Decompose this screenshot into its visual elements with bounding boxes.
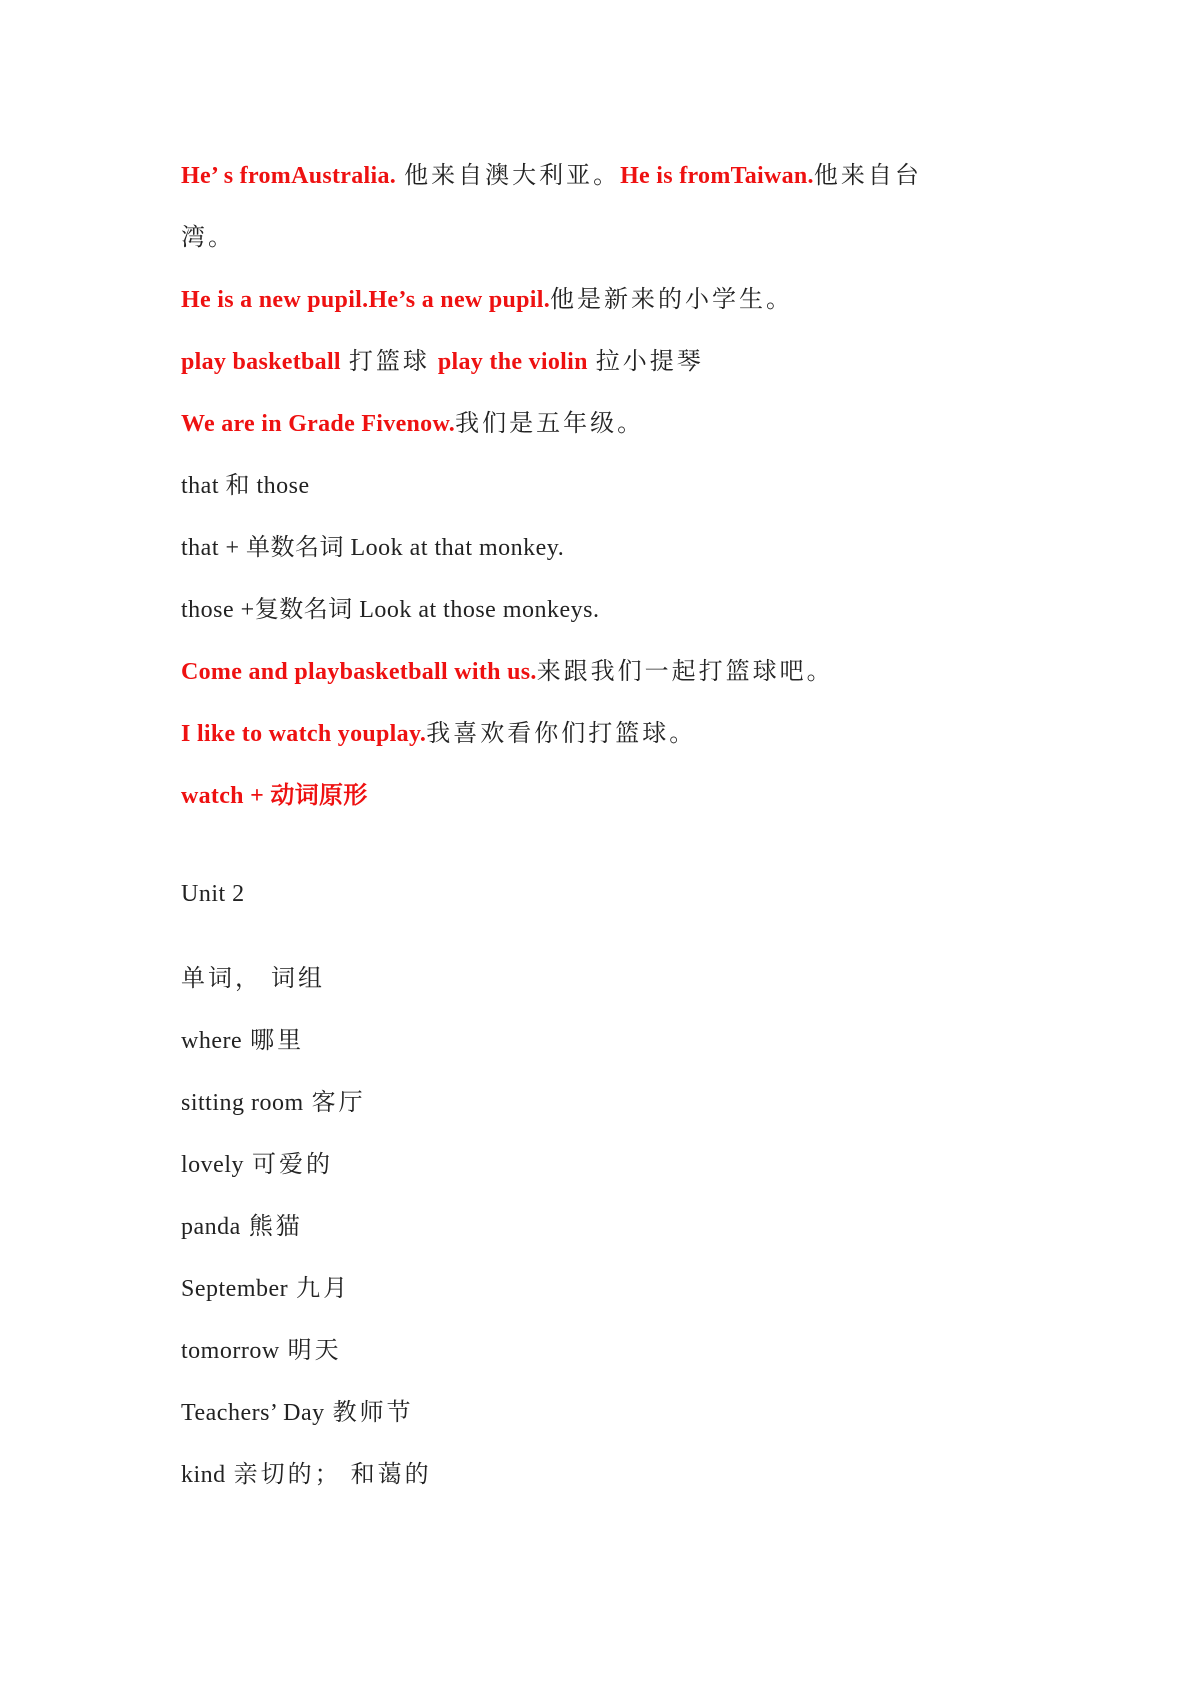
english-phrase: play the violin bbox=[437, 349, 588, 375]
english-sentence: He is a new pupil.He’s a new pupil. bbox=[181, 287, 551, 313]
vocab-english: where bbox=[181, 1028, 243, 1054]
sentence-line-2 bbox=[181, 222, 235, 254]
vocab-chinese: 客厅 bbox=[311, 1090, 366, 1116]
vocab-chinese: 明天 bbox=[287, 1338, 342, 1364]
english-sentence: Come and playbasketball with us. bbox=[181, 659, 537, 685]
sentence-line-9 bbox=[181, 656, 834, 688]
vocab-english: tomorrow bbox=[181, 1338, 280, 1364]
grammar-rule-singular: that + 单数名词 Look at that monkey. bbox=[181, 535, 565, 561]
chinese-translation: 我喜欢看你们打篮球。 bbox=[426, 721, 697, 747]
vocab-chinese: 可爱的 bbox=[252, 1152, 333, 1178]
sentence-line-10 bbox=[181, 718, 696, 750]
chinese-translation: 打篮球 bbox=[348, 349, 430, 375]
vocab-english: Teachers’ Day bbox=[181, 1400, 325, 1426]
vocab-item bbox=[181, 1025, 304, 1057]
english-phrase: watch + 动词原形 bbox=[181, 783, 368, 809]
chinese-translation: 他是新来的小学生。 bbox=[550, 287, 794, 313]
vocab-item bbox=[181, 1211, 303, 1243]
vocab-english: September bbox=[181, 1276, 289, 1302]
chinese-translation: 湾。 bbox=[181, 225, 235, 251]
chinese-translation: 拉小提琴 bbox=[595, 349, 704, 375]
grammar-heading: that 和 those bbox=[181, 473, 310, 499]
chinese-translation: 我们是五年级。 bbox=[455, 411, 645, 437]
chinese-translation: 他来自台 bbox=[813, 163, 922, 189]
vocab-item bbox=[181, 1273, 350, 1305]
unit-title: Unit 2 bbox=[181, 881, 245, 907]
vocab-chinese: 教师节 bbox=[332, 1400, 414, 1426]
grammar-note bbox=[181, 780, 368, 812]
vocab-chinese: 哪里 bbox=[250, 1028, 305, 1054]
vocab-english: lovely bbox=[181, 1152, 244, 1178]
vocab-chinese: 亲切的； 和蔼的 bbox=[233, 1462, 432, 1488]
vocab-english: sitting room bbox=[181, 1090, 304, 1116]
grammar-rule-plural: those +复数名词 Look at those monkeys. bbox=[181, 597, 600, 623]
vocab-english: kind bbox=[181, 1462, 226, 1488]
english-phrase: play basketball bbox=[181, 349, 341, 375]
chinese-translation: 来跟我们一起打篮球吧。 bbox=[536, 659, 834, 685]
english-sentence: I like to watch youplay. bbox=[181, 721, 427, 747]
vocab-chinese: 九月 bbox=[296, 1276, 351, 1302]
english-sentence: He is fromTaiwan. bbox=[620, 163, 814, 189]
vocab-english: panda bbox=[181, 1214, 241, 1240]
vocab-item bbox=[181, 1149, 333, 1181]
english-sentence: He’ s fromAustralia. bbox=[181, 163, 397, 189]
vocab-item bbox=[181, 1397, 414, 1429]
sentence-line-1 bbox=[181, 160, 922, 192]
vocab-chinese: 熊猫 bbox=[248, 1214, 303, 1240]
vocab-item bbox=[181, 1459, 432, 1491]
vocab-item bbox=[181, 1087, 366, 1119]
section-label: 单词， 词组 bbox=[181, 966, 325, 992]
chinese-translation: 他来自澳大利亚。 bbox=[404, 163, 621, 189]
vocab-item bbox=[181, 1335, 342, 1367]
sentence-line-5 bbox=[181, 408, 644, 440]
sentence-line-3 bbox=[181, 284, 793, 316]
english-sentence: We are in Grade Fivenow. bbox=[181, 411, 456, 437]
sentence-line-4 bbox=[181, 346, 704, 378]
